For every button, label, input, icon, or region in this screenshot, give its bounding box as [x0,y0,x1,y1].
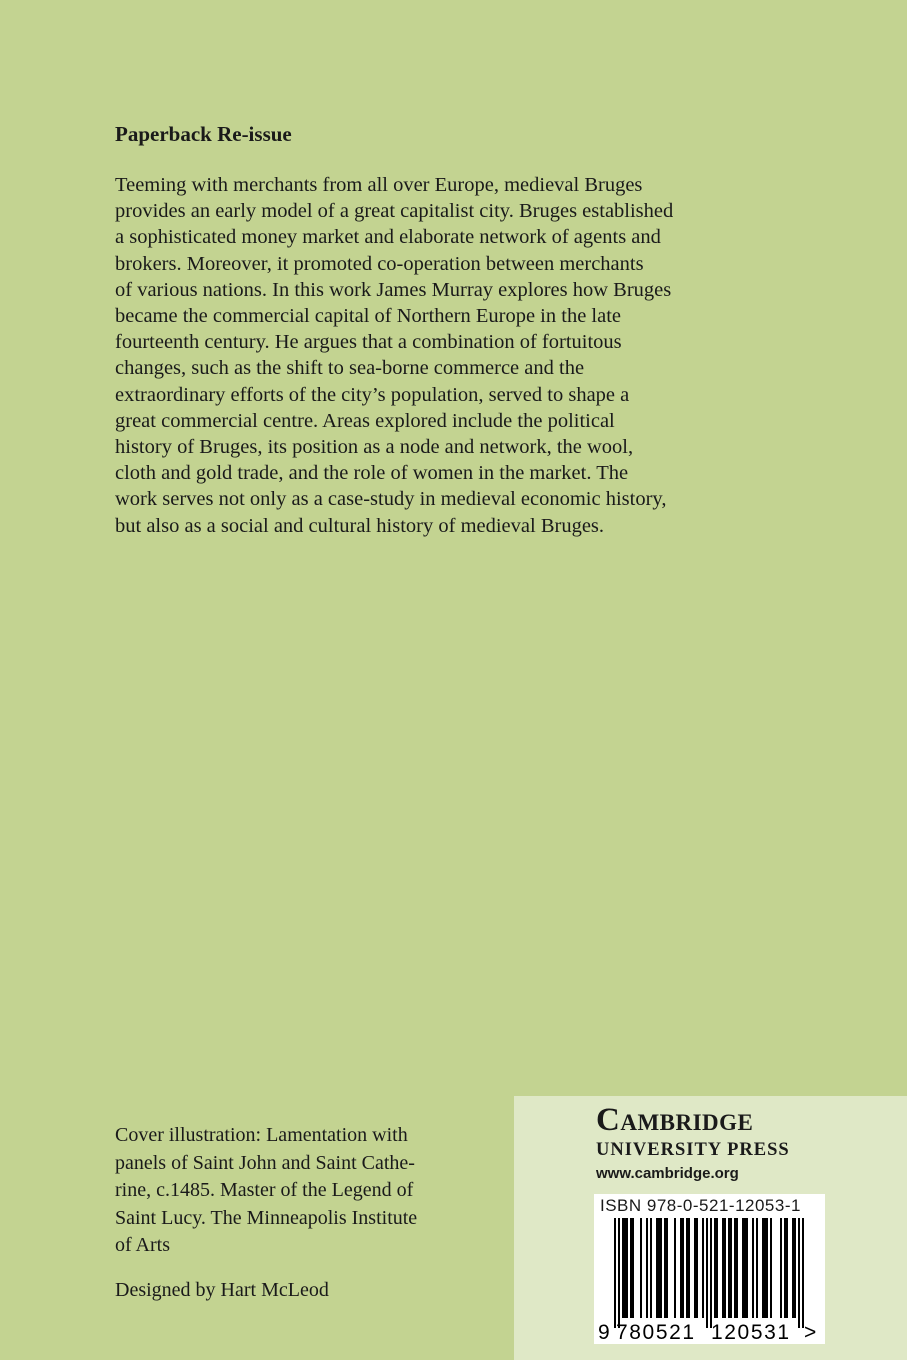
publisher-panel [514,1096,907,1360]
barcode-bar [674,1218,676,1318]
book-description [115,172,815,539]
barcode-bar [770,1218,772,1318]
barcode-bar [658,1218,660,1318]
barcode-bar [744,1218,746,1318]
barcode-bar [702,1218,704,1318]
barcode-bar [766,1218,768,1318]
publisher-name: Cambridge [596,1102,754,1138]
barcode-bar [630,1218,632,1318]
barcode-bar [664,1218,666,1318]
barcode-bar [742,1218,744,1318]
barcode-guard-bar [614,1218,616,1328]
blurb-line: a sophisticated money market and elaborate network of agents and [115,226,661,249]
barcode-bar [688,1218,690,1318]
barcode-bar [756,1218,758,1318]
barcode-bar [784,1218,786,1318]
blurb-line: history of Bruges, its position as a node and network, the wool, [115,436,634,459]
isbn-label: ISBN 978-0-521-12053-1 [600,1196,801,1215]
blurb-line: cloth and gold trade, and the role of women in the market. The [115,462,629,485]
blurb-line: extraordinary efforts of the city’s population, served to shape a [115,383,630,406]
barcode-end-mark: > [804,1321,817,1344]
barcode-bar [780,1218,782,1318]
barcode-bar [794,1218,796,1318]
publisher-url: www.cambridge.org [596,1165,739,1182]
barcode-bar [656,1218,658,1318]
barcode-guard-bar [618,1218,620,1328]
barcode-box [594,1194,825,1344]
barcode-guard-bar [706,1218,708,1328]
barcode-bar [646,1218,648,1318]
barcode-bar [734,1218,736,1318]
barcode-bar [640,1218,642,1318]
blurb-line: but also as a social and cultural history of medieval Bruges. [115,514,605,537]
barcode-bar [724,1218,726,1318]
credit-line: panels of Saint John and Saint Cathe- [115,1151,415,1174]
blurb-line: changes, such as the shift to sea-borne commerce and the [115,357,585,380]
blurb-line: Teeming with merchants from all over Europe, medieval Bruges [115,174,643,196]
designer-credit: Designed by Hart McLeod [115,1279,329,1301]
barcode-bar [730,1218,732,1318]
blurb-line: brokers. Moreover, it promoted co-operation between merchants [115,252,644,275]
barcode-bar [666,1218,668,1318]
barcode-bar [660,1218,662,1318]
barcode-bar [650,1218,652,1318]
barcode-bar [696,1218,698,1318]
barcode [594,1194,825,1344]
barcode-bar [722,1218,724,1318]
barcode-guard-bar [710,1218,712,1328]
barcode-bar [626,1218,628,1318]
barcode-bar [682,1218,684,1318]
barcode-right-digits: 120531 [711,1321,791,1344]
barcode-bar [714,1218,716,1318]
barcode-bar [686,1218,688,1318]
cover-illustration-credit [115,1122,495,1260]
barcode-bar [716,1218,718,1318]
credit-line: Cover illustration: Lamentation with [115,1124,408,1146]
barcode-bar [694,1218,696,1318]
blurb-line: fourteenth century. He argues that a combination of fortuitous [115,331,622,354]
barcode-bar [624,1218,626,1318]
barcode-bar [792,1218,794,1318]
reissue-heading: Paperback Re-issue [115,122,292,146]
blurb-line: became the commercial capital of Northern Europe in the late [115,305,622,328]
blurb-line: provides an early model of a great capitalist city. Bruges established [115,200,674,223]
barcode-guard-bar [802,1218,804,1328]
barcode-bar [622,1218,624,1318]
credit-line: rine, c.1485. Master of the Legend of [115,1179,414,1202]
barcode-first-digit: 9 [598,1321,610,1344]
blurb-line: of various nations. In this work James Murray explores how Bruges [115,278,672,301]
blurb-line: work serves not only as a case-study in medieval economic history, [115,488,667,511]
blurb-line: great commercial centre. Areas explored include the political [115,409,615,432]
barcode-bar [762,1218,764,1318]
barcode-bar [752,1218,754,1318]
barcode-bar [632,1218,634,1318]
barcode-bar [786,1218,788,1318]
barcode-bars [614,1218,804,1328]
barcode-guard-bar [798,1218,800,1328]
barcode-bar [764,1218,766,1318]
credit-line: Saint Lucy. The Minneapolis Institute [115,1206,418,1229]
credit-line: of Arts [115,1234,170,1257]
barcode-bar [680,1218,682,1318]
publisher-subtitle: UNIVERSITY PRESS [596,1140,790,1160]
barcode-left-digits: 780521 [616,1321,696,1344]
barcode-bar [728,1218,730,1318]
barcode-bar [736,1218,738,1318]
barcode-bar [746,1218,748,1318]
